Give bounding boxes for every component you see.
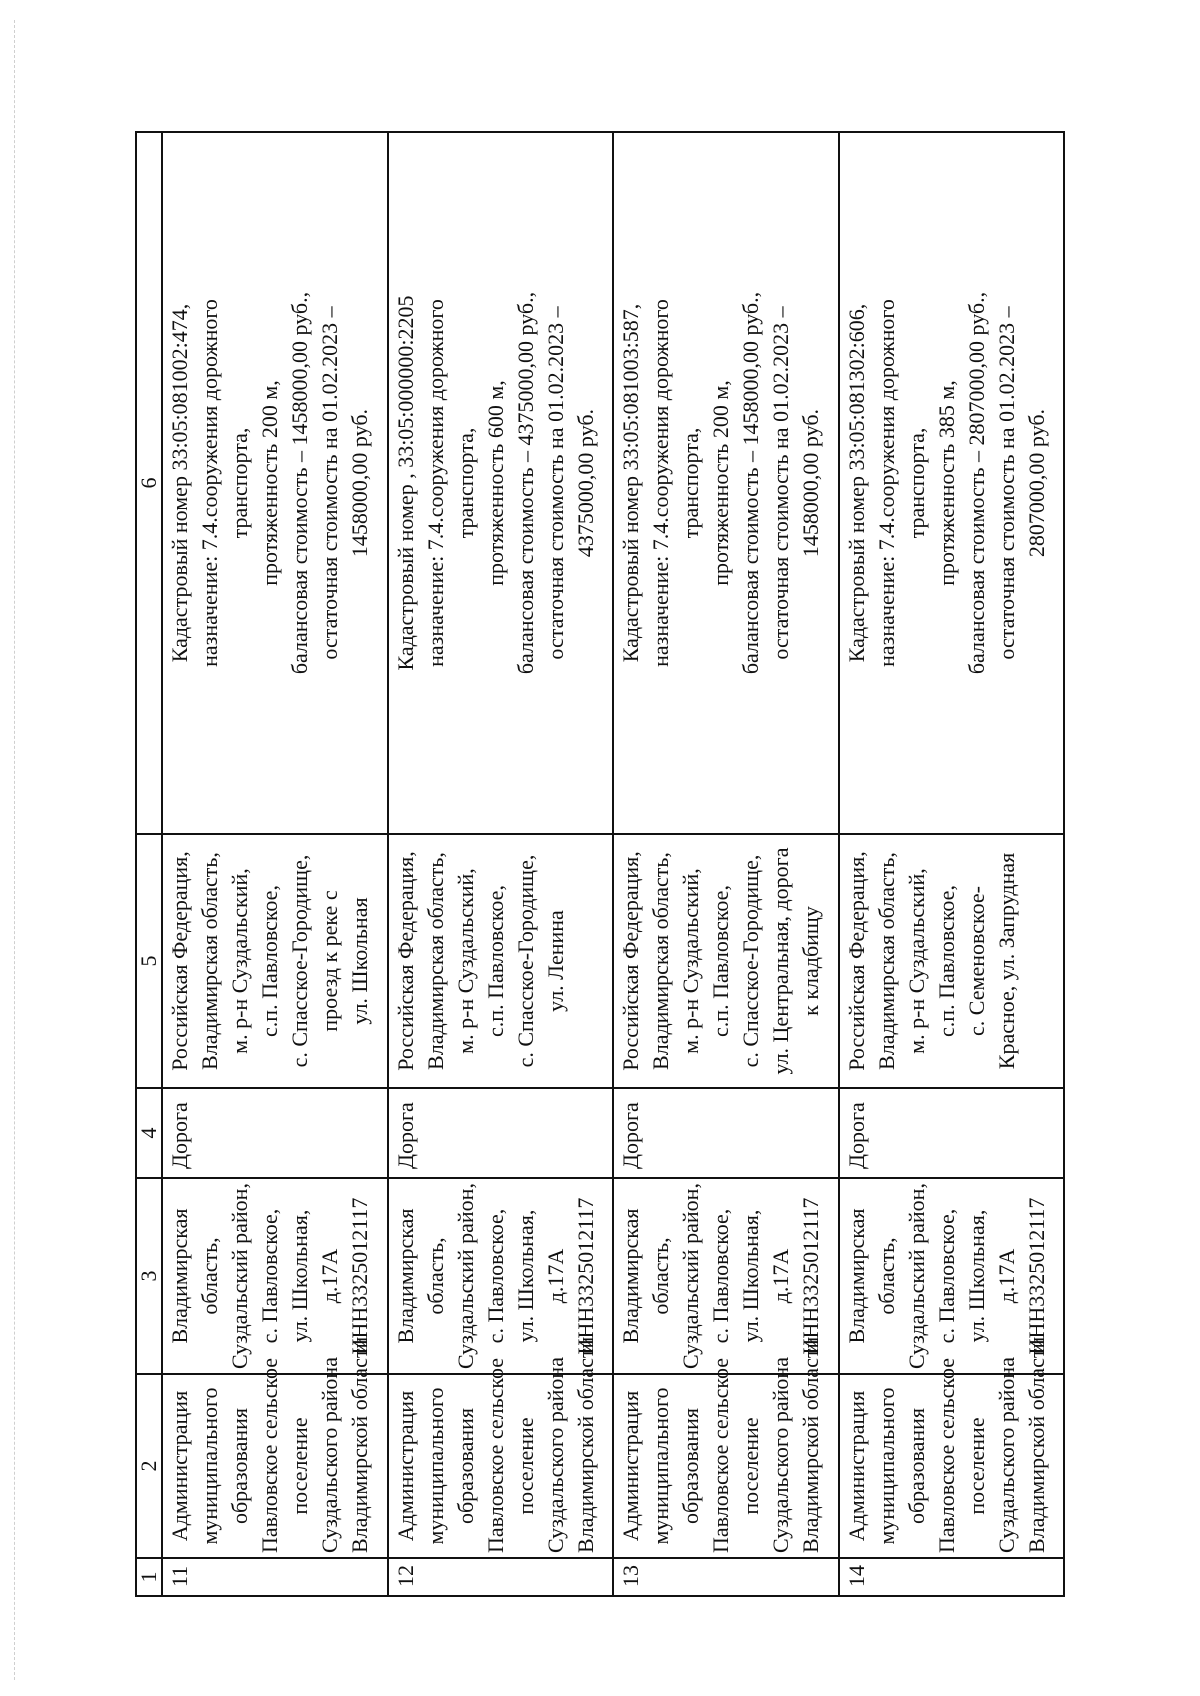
cell-text-line: Российская Федерация,	[167, 851, 192, 1071]
owner-address-cell	[162, 1178, 388, 1374]
cell-text-line: поселение	[738, 1417, 763, 1515]
cell-text-line: область,	[422, 1237, 448, 1315]
cell-text-line: с. Семеновское-	[963, 886, 989, 1036]
cell-text-line: муниципального	[648, 1387, 673, 1545]
table-row	[388, 132, 614, 1596]
cell-text-line: Владимирской области	[347, 1336, 372, 1553]
cell-text-line: с.п. Павловское,	[708, 885, 733, 1037]
table-row	[839, 132, 1065, 1596]
cell-text-line: м. р-н Суздальский,	[452, 868, 478, 1054]
cell-text-line: балансовая стоимость – 4375000,00 руб.,	[512, 291, 538, 675]
owner-cell	[839, 1336, 1065, 1558]
column-header: 5	[136, 834, 162, 1088]
owner-cell	[613, 1336, 839, 1558]
object-type-cell	[839, 1088, 1065, 1178]
object-details-cell	[162, 132, 388, 834]
row-number-cell	[839, 1558, 1065, 1596]
cell-text-line: Администрация	[618, 1390, 643, 1542]
cell-text-line: Владимирской области	[798, 1336, 823, 1553]
cell-text-line: остаточная стоимость на 01.02.2023 –	[317, 306, 342, 660]
object-details-cell	[613, 132, 839, 834]
cell-text-line: с. Павловское,	[257, 1208, 282, 1344]
cell-text-line: Кадастровый номер 33:05:081003:587,	[618, 303, 643, 663]
table-row	[162, 132, 388, 1596]
cell-text-line: ИНН3325012117	[347, 1197, 372, 1355]
cell-text-line: назначение: 7.4.сооружения дорожного	[648, 299, 673, 667]
cell-text-line: с. Спасское-Городище,	[287, 854, 312, 1068]
owner-cell	[388, 1336, 614, 1558]
cell-text-line: назначение: 7.4.сооружения дорожного	[422, 299, 448, 667]
cell-text-line: остаточная стоимость на 01.02.2023 –	[993, 306, 1019, 660]
cell-text: 13	[618, 1565, 643, 1587]
cell-text-line: ул. Школьная	[347, 897, 372, 1025]
cell-text-line: протяженность 385 м,	[933, 380, 959, 586]
column-header: 6	[136, 132, 162, 834]
cell-text-line: проезд к реке с	[317, 890, 342, 1032]
cell-text-line: ул. Центральная, дорога	[768, 847, 793, 1075]
cell-text-line: образования	[903, 1407, 929, 1525]
owner-address-cell	[613, 1178, 839, 1374]
cell-text-line: м. р-н Суздальский,	[227, 868, 252, 1054]
cell-text-line: Кадастровый номер 33:05:081002:474,	[167, 303, 192, 663]
cell-text-line: м. р-н Суздальский,	[903, 868, 929, 1054]
object-location-cell	[162, 834, 388, 1088]
row-number-cell	[162, 1558, 388, 1596]
header-row	[136, 132, 162, 1596]
owner-address-cell	[388, 1178, 614, 1374]
cell-text: 14	[843, 1565, 869, 1587]
table-row	[613, 132, 839, 1596]
column-header: 3	[136, 1178, 162, 1374]
cell-text-line: Суздальский район,	[678, 1183, 703, 1369]
cell-text: Дорога	[392, 1102, 418, 1169]
cell-text-line: д.17А	[542, 1248, 568, 1304]
cell-text-line: ул. Школьная,	[963, 1209, 989, 1343]
object-location-cell	[613, 834, 839, 1088]
cell-text-line: Администрация	[843, 1390, 869, 1542]
cell-text-line: назначение: 7.4.сооружения дорожного	[197, 299, 222, 667]
object-details-cell	[839, 132, 1065, 834]
cell-text-line: ул. Ленина	[542, 910, 568, 1012]
cell-text-line: 1458000,00 руб.	[798, 408, 823, 558]
cell-text-line: балансовая стоимость – 1458000,00 руб.,	[738, 291, 763, 675]
cell-text-line: с. Спасское-Городище,	[512, 854, 538, 1068]
cell-text-line: Владимирская	[618, 1208, 643, 1344]
cell-text-line: Владимирская область,	[873, 852, 899, 1070]
cell-text-line: протяженность 600 м,	[482, 380, 508, 586]
cell-text-line: Владимирской области	[572, 1336, 598, 1553]
cell-text-line: Владимирская	[843, 1208, 869, 1344]
cell-text-line: поселение	[512, 1417, 538, 1515]
cell-text: Дорога	[618, 1102, 643, 1169]
cell-text-line: образования	[678, 1407, 703, 1525]
cell-text-line: Администрация	[392, 1390, 418, 1542]
cell-text-line: с. Спасское-Городище,	[738, 854, 763, 1068]
cell-text-line: муниципального	[197, 1387, 222, 1545]
cell-text-line: 4375000,00 руб.	[572, 408, 598, 558]
cell-text-line: ИНН3325012117	[572, 1197, 598, 1355]
cell-text-line: с.п. Павловское,	[933, 885, 959, 1037]
cell-text-line: муниципального	[873, 1387, 899, 1545]
cell-text-line: Суздальский район,	[903, 1183, 929, 1369]
cell-text-line: Суздальского района	[993, 1357, 1019, 1553]
cell-text-line: с. Павловское,	[708, 1208, 733, 1344]
rotated-page	[135, 133, 1065, 1597]
cell-text-line: м. р-н Суздальский,	[678, 868, 703, 1054]
cell-text-line: Павловское сельское	[708, 1357, 733, 1553]
cell-text-line: остаточная стоимость на 01.02.2023 –	[542, 306, 568, 660]
object-type-cell	[388, 1088, 614, 1178]
cell-text: 12	[392, 1565, 418, 1587]
cell-text-line: балансовая стоимость – 2807000,00 руб.,	[963, 291, 989, 675]
cell-text-line: Кадастровый номер 33:05:081302:606,	[843, 303, 869, 663]
cell-text-line: поселение	[963, 1417, 989, 1515]
scan-edge-artifact	[14, 20, 16, 1680]
cell-text-line: ул. Школьная,	[287, 1209, 312, 1343]
cell-text-line: Кадастровый номер , 33:05:000000:2205	[392, 295, 418, 671]
cell-text-line: назначение: 7.4.сооружения дорожного	[873, 299, 899, 667]
object-type-cell	[162, 1088, 388, 1178]
cell-text-line: протяженность 200 м,	[257, 380, 282, 586]
cell-text-line: д.17А	[317, 1248, 342, 1304]
cell-text-line: ул. Школьная,	[512, 1209, 538, 1343]
cell-text-line: транспорта,	[452, 427, 478, 539]
object-details-cell	[388, 132, 614, 834]
cell-text-line: Суздальского района	[317, 1357, 342, 1553]
cell-text-line: область,	[873, 1237, 899, 1315]
cell-text-line: образования	[452, 1407, 478, 1525]
cell-text: 11	[167, 1565, 192, 1587]
cell-text-line: Российская Федерация,	[392, 851, 418, 1071]
cell-text-line: транспорта,	[227, 427, 252, 539]
object-type-cell	[613, 1088, 839, 1178]
cell-text-line: с. Павловское,	[482, 1208, 508, 1344]
cell-text-line: 1458000,00 руб.	[347, 408, 372, 558]
row-number-cell	[388, 1558, 614, 1596]
cell-text-line: Российская Федерация,	[843, 851, 869, 1071]
cell-text-line: область,	[197, 1237, 222, 1315]
cell-text-line: с. Павловское,	[933, 1208, 959, 1344]
cell-text-line: Суздальского района	[768, 1357, 793, 1553]
cell-text: Дорога	[843, 1102, 869, 1169]
owner-address-cell	[839, 1178, 1065, 1374]
cell-text-line: муниципального	[422, 1387, 448, 1545]
object-location-cell	[388, 834, 614, 1088]
cell-text-line: ИНН3325012117	[1023, 1197, 1049, 1355]
column-header: 2	[136, 1374, 162, 1558]
cell-text: Дорога	[167, 1102, 192, 1169]
cell-text-line: ул. Школьная,	[738, 1209, 763, 1343]
cell-text-line: транспорта,	[903, 427, 929, 539]
cell-text-line: с.п. Павловское,	[257, 885, 282, 1037]
cell-text-line: Администрация	[167, 1390, 192, 1542]
cell-text-line: Владимирская	[167, 1208, 192, 1344]
cell-text-line: Российская Федерация,	[618, 851, 643, 1071]
cell-text-line: поселение	[287, 1417, 312, 1515]
cell-text-line: область,	[648, 1237, 673, 1315]
column-header: 4	[136, 1088, 162, 1178]
row-number-cell	[613, 1558, 839, 1596]
cell-text-line: 2807000,00 руб.	[1023, 408, 1049, 558]
cell-text-line: Владимирская область,	[648, 852, 673, 1070]
cell-text-line: остаточная стоимость на 01.02.2023 –	[768, 306, 793, 660]
column-header: 1	[136, 1558, 162, 1596]
owner-cell	[162, 1336, 388, 1558]
cell-text-line: д.17А	[993, 1248, 1019, 1304]
object-location-cell	[839, 834, 1065, 1088]
property-register-table	[135, 131, 1065, 1597]
cell-text-line: д.17А	[768, 1248, 793, 1304]
cell-text-line: Красное, ул. Запрудная	[993, 852, 1019, 1070]
cell-text-line: Павловское сельское	[257, 1357, 282, 1553]
cell-text-line: Суздальский район,	[227, 1183, 252, 1369]
cell-text-line: Владимирской области	[1023, 1336, 1049, 1553]
cell-text-line: протяженность 200 м,	[708, 380, 733, 586]
cell-text-line: Владимирская область,	[422, 852, 448, 1070]
cell-text-line: Павловское сельское	[933, 1357, 959, 1553]
cell-text-line: Владимирская область,	[197, 852, 222, 1070]
cell-text-line: Суздальского района	[542, 1357, 568, 1553]
cell-text-line: к кладбищу	[798, 906, 823, 1016]
cell-text-line: балансовая стоимость – 1458000,00 руб.,	[287, 291, 312, 675]
cell-text-line: образования	[227, 1407, 252, 1525]
cell-text-line: ИНН3325012117	[798, 1197, 823, 1355]
cell-text-line: с.п. Павловское,	[482, 885, 508, 1037]
cell-text-line: Суздальский район,	[452, 1183, 478, 1369]
cell-text-line: транспорта,	[678, 427, 703, 539]
cell-text-line: Павловское сельское	[482, 1357, 508, 1553]
cell-text-line: Владимирская	[392, 1208, 418, 1344]
